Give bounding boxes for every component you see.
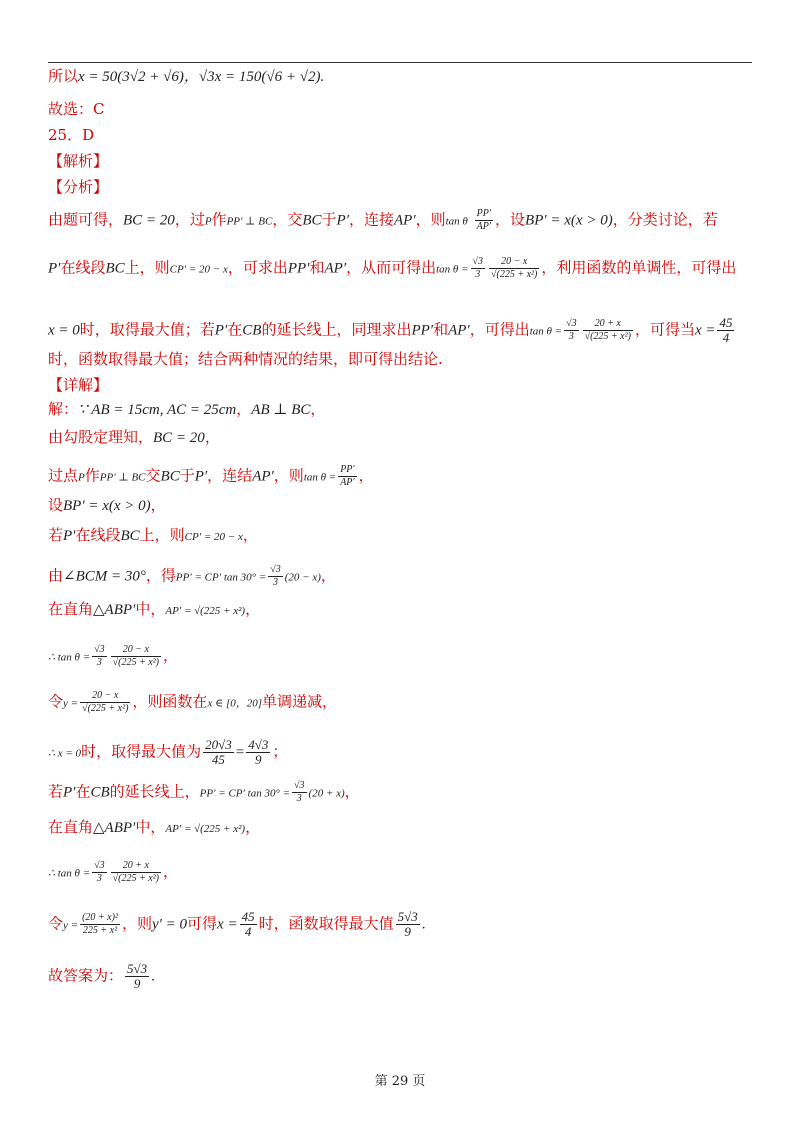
math: BP′ = x(x > 0) <box>63 498 151 514</box>
math: AP′ <box>394 212 416 229</box>
denominator: √(225 + x²) <box>491 269 538 280</box>
fraction <box>268 564 283 589</box>
text: 单调递减， <box>262 692 338 711</box>
line-3 <box>48 126 752 144</box>
line-22 <box>48 818 752 838</box>
math: BC <box>105 260 125 277</box>
text: ， <box>320 566 336 585</box>
denominator: 9 <box>255 752 262 767</box>
question-number: 25．D <box>48 126 95 144</box>
math: x = 0 <box>48 322 80 339</box>
math: P′ <box>214 322 228 339</box>
numerator: √3 <box>566 318 577 329</box>
text: 上，则 <box>139 526 185 544</box>
line-23 <box>48 860 752 885</box>
text: ，则函数在 <box>132 692 208 711</box>
math: tan θ = <box>529 325 563 338</box>
math: = <box>235 744 245 761</box>
line-1 <box>48 67 752 86</box>
text: ，交 <box>272 210 303 229</box>
line-10 <box>48 376 752 394</box>
fraction <box>489 256 539 281</box>
fraction <box>246 738 270 767</box>
denominator: 4 <box>244 924 252 939</box>
numerator: √3 <box>270 564 281 575</box>
fraction <box>240 910 257 939</box>
text: 的延长线上，同理求出 <box>261 320 412 339</box>
denominator: 3 <box>273 577 278 588</box>
numerator: 20 − x <box>80 690 130 703</box>
text: 故答案为： <box>48 966 124 985</box>
fraction <box>125 962 149 991</box>
line-9 <box>48 350 752 368</box>
text: 时，取得最大值；若 <box>79 320 215 339</box>
math: x = <box>217 916 238 933</box>
denominator: √(225 + x²) <box>82 703 129 714</box>
text: 设 <box>48 496 64 514</box>
fraction <box>338 464 356 489</box>
denominator: √(225 + x²) <box>112 873 159 884</box>
line-25 <box>48 962 752 991</box>
text: 在直角 <box>48 818 94 836</box>
line-24 <box>48 910 752 939</box>
math: AP′ <box>252 468 274 485</box>
numerator: (20 + x)² <box>82 912 118 923</box>
text: ，则 <box>273 466 304 485</box>
line-6 <box>48 208 752 233</box>
denominator: 3 <box>475 269 481 280</box>
text: 若 <box>48 782 64 801</box>
numerator: PP′ <box>476 208 492 219</box>
text: 可得 <box>187 914 218 933</box>
numerator: √3 <box>94 860 105 871</box>
text: 在线段 <box>75 526 121 544</box>
text: ， <box>162 646 178 665</box>
text: ， <box>310 400 326 418</box>
text: ，分类讨论，若 <box>612 210 718 229</box>
denominator: 3 <box>96 657 102 668</box>
numerator: 20 − x <box>111 644 161 657</box>
text: 时，取得最大值为 <box>81 742 202 761</box>
text: 所以 <box>48 67 79 85</box>
fraction <box>292 780 307 805</box>
fraction <box>80 690 130 715</box>
text: 于 <box>321 210 337 229</box>
math: P′ <box>194 468 208 485</box>
math: (20 − x) <box>284 571 321 584</box>
fraction <box>396 910 420 939</box>
top-rule <box>48 62 752 63</box>
math: (20 + x) <box>308 787 345 800</box>
numerator: 20 + x <box>111 860 161 873</box>
math: AP′ = √(225 + x²) <box>165 605 246 617</box>
text: ， <box>245 818 261 836</box>
math: tan θ <box>445 215 468 228</box>
line-8 <box>48 316 752 345</box>
math: PP′ = CP′ tan 30° = <box>175 571 267 584</box>
line-15 <box>48 526 752 546</box>
text: ， <box>162 862 178 881</box>
numerator: √3 <box>94 644 105 655</box>
line-20 <box>48 738 752 767</box>
text: 在 <box>75 782 91 801</box>
line-19 <box>48 690 752 715</box>
text: 于 <box>179 466 195 485</box>
fraction <box>564 318 579 343</box>
line-4 <box>48 152 752 170</box>
math: △ABP′ <box>93 820 136 836</box>
numerator: 45 <box>719 315 733 330</box>
math: BC <box>160 468 180 485</box>
line-7 <box>48 256 752 281</box>
denominator: AP′ <box>476 221 492 232</box>
text: ， <box>242 526 258 544</box>
math: CP′ = 20 − x <box>184 531 243 543</box>
math: PP′ <box>411 322 434 339</box>
math: BC <box>120 528 140 544</box>
text: ， <box>150 496 166 514</box>
text: 时，函数取得最大值 <box>258 914 394 933</box>
math: x ∈ [0，20] <box>207 697 263 710</box>
text: 的延长线上， <box>109 782 200 801</box>
numerator: 5√3 <box>127 961 148 976</box>
math: BP′ = x(x > 0) <box>525 212 613 229</box>
math: P′ <box>63 528 76 544</box>
fraction <box>111 860 161 885</box>
text: ， <box>344 782 360 801</box>
math: P <box>78 471 85 484</box>
math: . <box>151 968 155 985</box>
numerator: PP′ <box>340 464 355 475</box>
math: x = <box>694 322 716 339</box>
text: 在直角 <box>48 600 94 618</box>
line-21 <box>48 780 752 805</box>
text: 中， <box>135 818 166 836</box>
text: 作 <box>84 466 100 485</box>
line-11 <box>48 400 752 419</box>
section-heading: 【解析】 <box>48 152 109 170</box>
text: 由勾股定理知， <box>48 428 154 446</box>
line-17 <box>48 600 752 620</box>
denominator: 9 <box>404 924 411 939</box>
text: 时，函数取得最大值；结合两种情况的结果，即可得出结论. <box>48 350 443 368</box>
line-12 <box>48 428 752 447</box>
math: . <box>421 916 426 933</box>
numerator: 45 <box>241 909 255 924</box>
answer-choice: 故选：C <box>48 100 105 118</box>
numerator: 20 + x <box>583 318 633 331</box>
page-number: 第 29 页 <box>374 1074 426 1089</box>
text: 交 <box>145 466 161 485</box>
text: 上，则 <box>124 258 170 277</box>
math: ∵ AB = 15cm, AC = 25cm <box>78 402 237 418</box>
text: ， <box>204 428 220 446</box>
text: 过点 <box>48 466 79 485</box>
numerator: √3 <box>294 780 305 791</box>
text: ，得 <box>145 566 176 585</box>
math: P <box>204 215 212 228</box>
denominator: 45 <box>211 752 225 767</box>
math: AP′ <box>324 260 347 277</box>
text: ，可求出 <box>227 258 288 277</box>
text: ，从而可得出 <box>346 258 437 277</box>
numerator: 20√3 <box>205 737 232 752</box>
fraction <box>203 738 234 767</box>
math: BC = 20 <box>123 212 175 229</box>
math: y = <box>63 697 79 710</box>
math: AP′ = √(225 + x²) <box>165 823 246 835</box>
denominator: 9 <box>133 976 141 991</box>
text: ； <box>272 742 288 761</box>
math: P′ <box>336 212 349 229</box>
text: ，利用函数的单调性，可得出 <box>541 258 737 277</box>
math: PP′ ⊥ BC <box>226 215 273 228</box>
math: ∴ tan θ = <box>48 651 91 664</box>
math: CP′ = 20 − x <box>169 263 228 276</box>
text: ， <box>236 400 252 418</box>
denominator: 4 <box>722 330 730 345</box>
line-16 <box>48 564 752 589</box>
text: 令 <box>48 914 64 933</box>
text: ，连接 <box>348 210 394 229</box>
text: ，则 <box>121 914 152 933</box>
line-13 <box>48 464 752 489</box>
math: x = 50(3√2 + √6)，√3x = 150(√6 + √2). <box>78 69 325 85</box>
math: ∴ x = 0 <box>48 747 82 760</box>
text: 在线段 <box>60 258 106 277</box>
math: P′ <box>63 784 76 801</box>
math: CB <box>242 322 262 339</box>
math: PP′ ⊥ BC <box>99 471 146 484</box>
fraction <box>583 318 633 343</box>
math: BC = 20 <box>153 430 205 446</box>
section-heading: 【详解】 <box>48 376 109 394</box>
math: AB ⊥ BC <box>251 402 311 418</box>
numerator: √3 <box>472 256 484 267</box>
text: ，可得当 <box>634 320 695 339</box>
fraction <box>92 644 107 669</box>
line-2 <box>48 100 752 118</box>
fraction <box>717 316 734 345</box>
denominator: √(225 + x²) <box>584 331 631 342</box>
line-5 <box>48 178 752 196</box>
text: 解： <box>48 400 79 418</box>
math: PP′ = CP′ tan 30° = <box>199 787 291 800</box>
math: PP′ <box>287 260 310 277</box>
text: ， <box>358 466 374 485</box>
math: △ABP′ <box>93 602 136 618</box>
math: y = <box>63 919 79 932</box>
text: ，可得出 <box>469 320 530 339</box>
math: y′ = 0 <box>151 916 188 933</box>
math: P′ <box>48 260 61 277</box>
math: tan θ = <box>303 471 337 484</box>
math: ∴ tan θ = <box>48 867 91 880</box>
denominator: AP′ <box>340 477 355 488</box>
text: 和 <box>433 320 449 339</box>
text: ，则 <box>415 210 446 229</box>
text: 由题可得， <box>48 210 124 229</box>
numerator: 20 − x <box>489 256 539 269</box>
denominator: 3 <box>96 873 102 884</box>
fraction <box>471 256 486 281</box>
text: 令 <box>48 692 64 711</box>
fraction <box>111 644 161 669</box>
math: AP′ <box>448 322 470 339</box>
numerator: 4√3 <box>248 737 269 752</box>
math: CB <box>90 784 110 801</box>
text: 和 <box>309 258 325 277</box>
line-14 <box>48 496 752 515</box>
text: ， <box>245 600 261 618</box>
text: ，设 <box>495 210 526 229</box>
text: ，连结 <box>207 466 253 485</box>
line-18 <box>48 644 752 669</box>
text: 若 <box>48 526 64 544</box>
math: ∠BCM = 30° <box>63 568 146 585</box>
section-heading: 【分析】 <box>48 178 109 196</box>
denominator: 3 <box>568 331 574 342</box>
math: BC <box>302 212 322 229</box>
fraction <box>92 860 107 885</box>
text: 由 <box>48 566 64 585</box>
fraction <box>475 208 493 233</box>
text: 在 <box>227 320 243 339</box>
denominator: √(225 + x²) <box>112 657 159 668</box>
text: 中， <box>135 600 166 618</box>
text: ，过 <box>174 210 205 229</box>
fraction <box>80 912 120 937</box>
math: tan θ = <box>436 263 469 276</box>
numerator: 5√3 <box>397 909 418 924</box>
denominator: 225 + x² <box>82 925 118 936</box>
text: 作 <box>211 210 227 229</box>
denominator: 3 <box>296 793 302 804</box>
